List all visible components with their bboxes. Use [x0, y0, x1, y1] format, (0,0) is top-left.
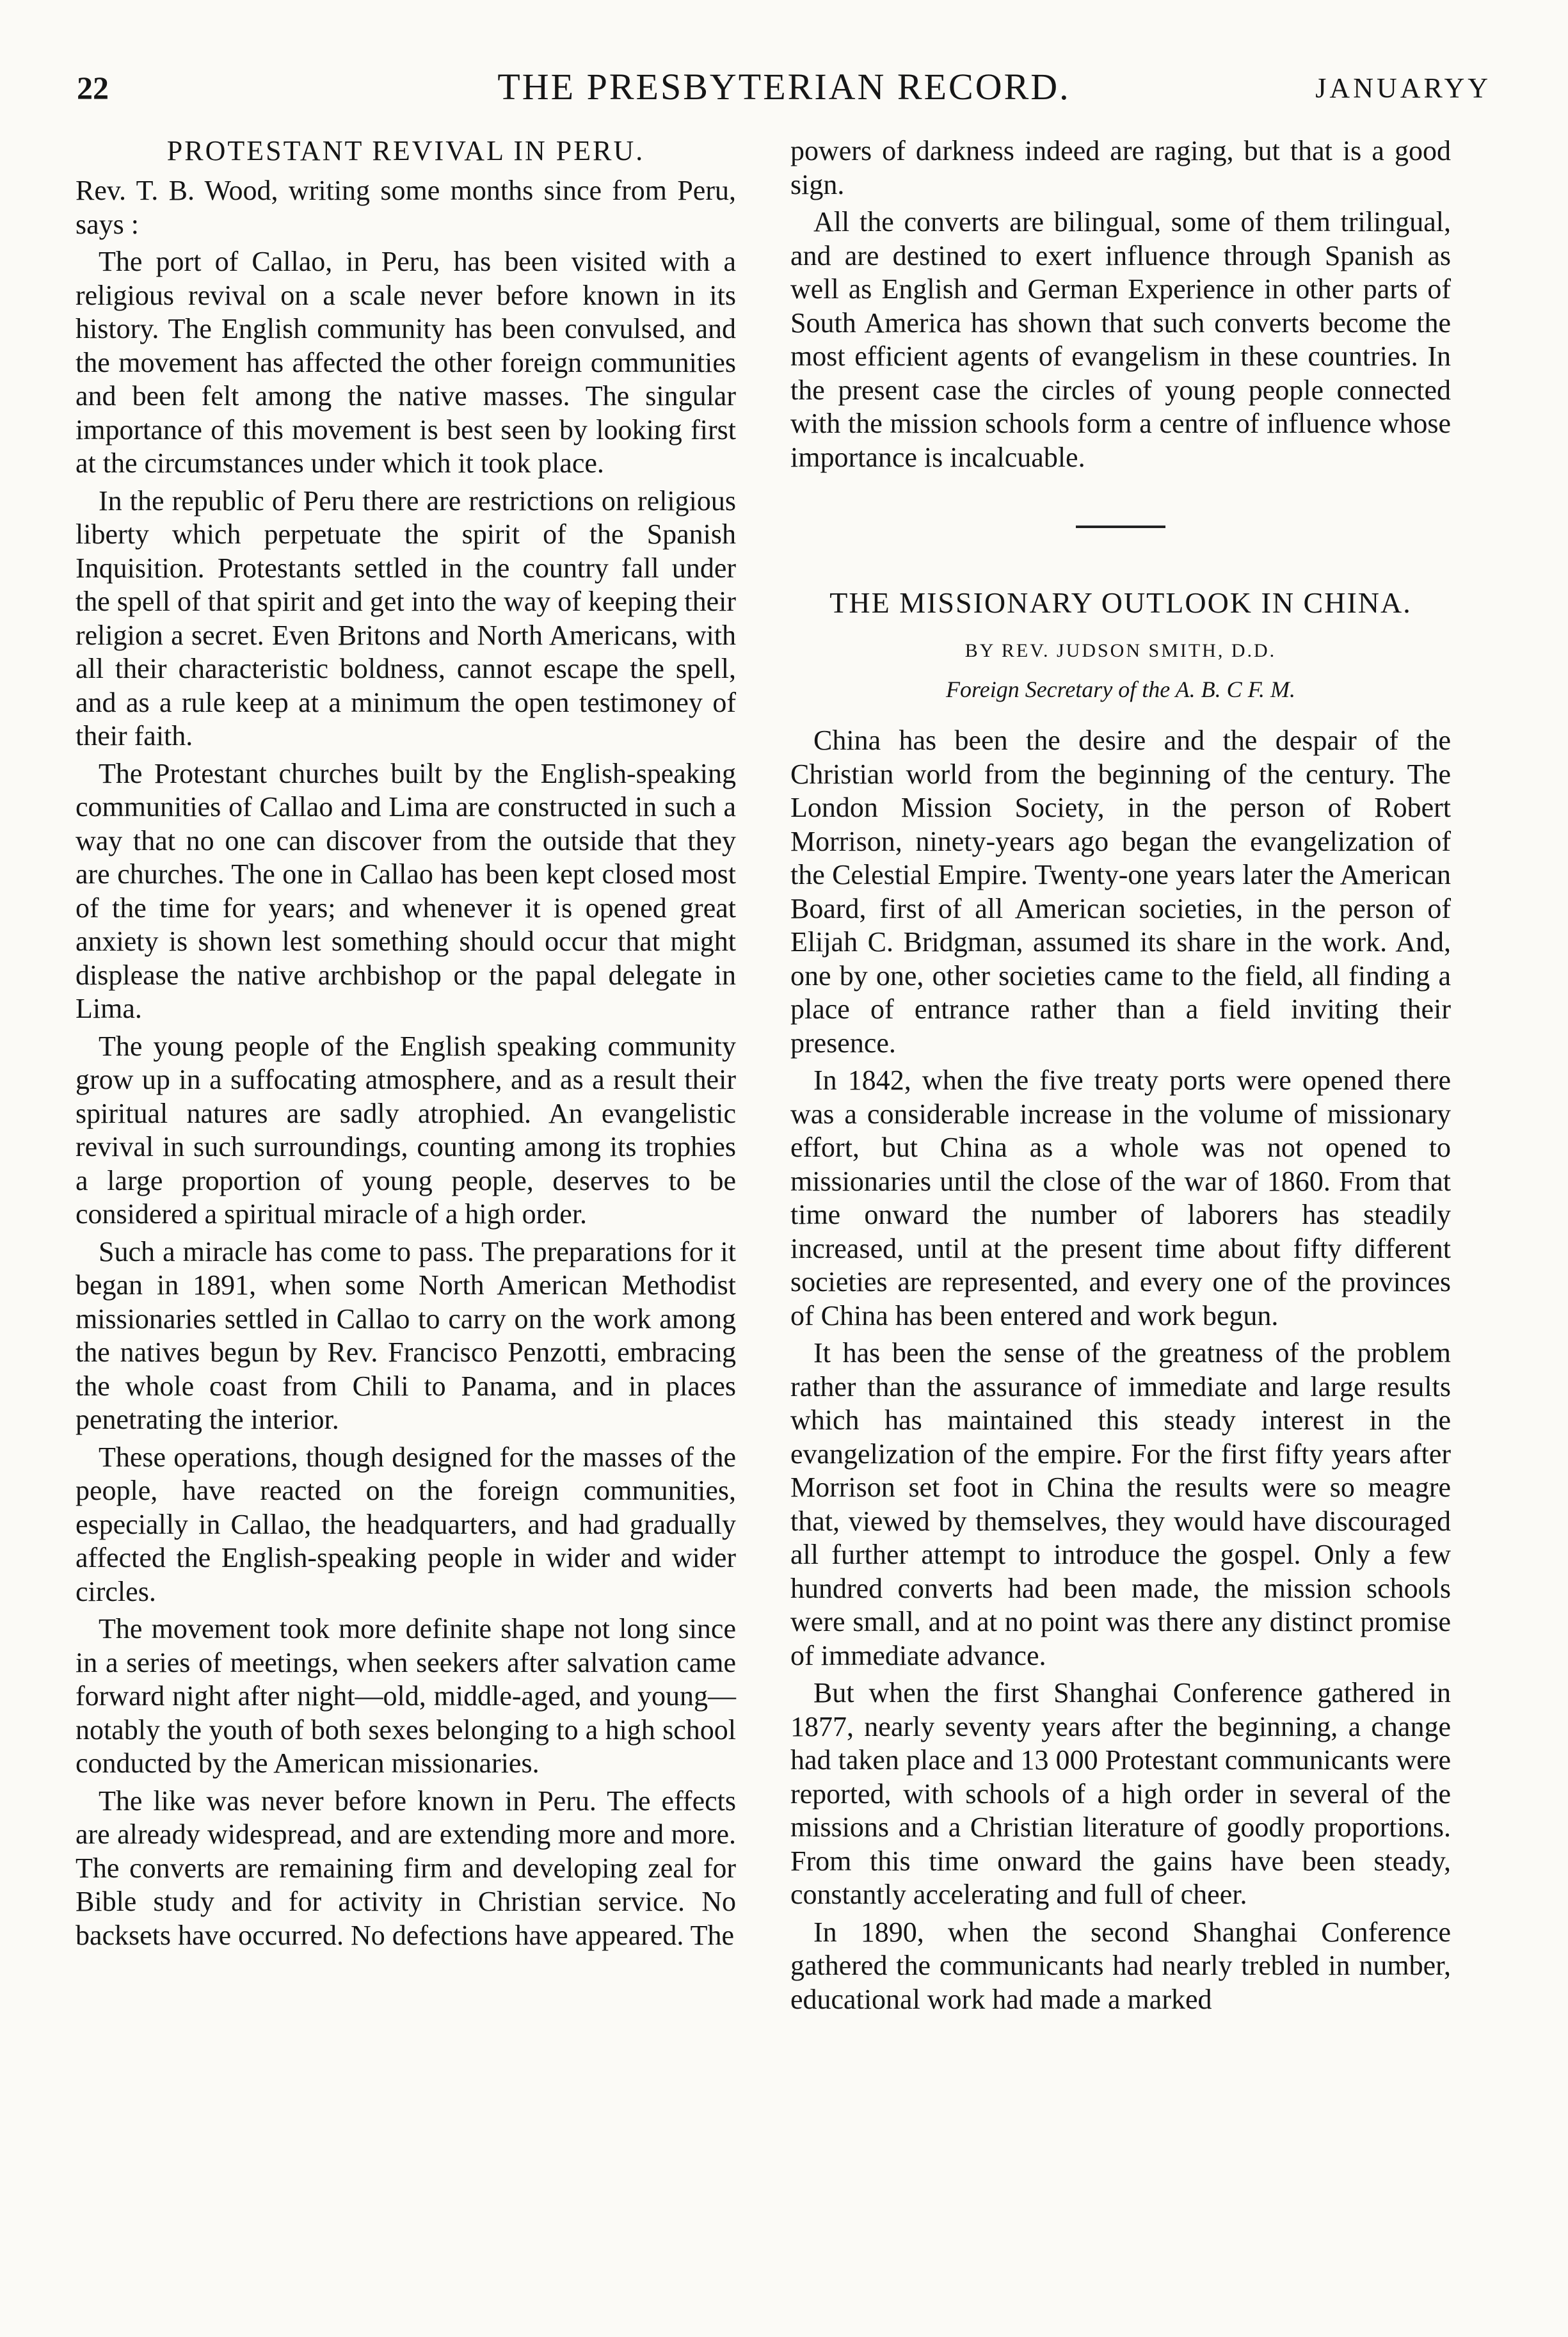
paragraph: The Protestant churches built by the English-speaking communities of Callao and Lima are constructed in such a way that no one can discover from the outside that they are churches. The one in Callao has been kept closed most of the time for years; and whenever it is opened great anxiety is shown lest something should occur that might displease the native archbishop or the papal delegate in Lima.: [76, 757, 736, 1024]
paragraph: These operations, though designed for the masses of the people, have reacted on the foreign communities, especially in Callao, the headquarters, and had gradually affected the English-speaking people in wider and wider circles.: [76, 1441, 736, 1607]
page-header: [77, 66, 1491, 120]
paragraph: The young people of the English speaking community grow up in a suffocating atmosphere, and as a result their spiritual natures are sadly atrophied. An evangelistic revival in such surroundings, counting among its trophies a large proportion of young people, deserves to be considered a spiritual miracle of a high order.: [76, 1030, 736, 1230]
paragraph-continued: powers of darkness indeed are raging, but that is a good sign.: [790, 135, 1451, 200]
paragraph: In 1890, when the second Shanghai Conference gathered the communicants had nearly trebled in number, educational work had made a marked: [790, 1916, 1451, 2015]
article-title-china: THE MISSIONARY OUTLOOK IN CHINA.: [829, 586, 1412, 619]
page-number: 22: [77, 70, 109, 106]
paragraph: China has been the desire and the despair of the Christian world from the beginning of the century. The London Mission Society, in the person of Robert Morrison, ninety-years ago began the evangelization of the Celestial Empire. Twenty-one years later the American Board, first of all American societies, in the person of Elijah C. Bridgman, assumed its share in the work. And, one by one, other societies came to the field, all finding a place of entrance rather than a field inviting their presence.: [790, 725, 1451, 1059]
paragraph: The port of Callao, in Peru, has been visited with a religious revival on a scale never before known in its history. The English community has been convulsed, and the movement has affected the other foreign communities and been felt among the native masses. The singular importance of this movement is best seen by looking first at the circumstances under which it took place.: [76, 246, 736, 479]
right-column: [790, 134, 1451, 2020]
paragraph: But when the first Shanghai Conference gathered in 1877, nearly seventy years after the beginning, a change had taken place and 13 000 Protestant communicants were reported, with schools of a high order in several of the missions and a Christian literature of goodly proportions. From this time onward the gains have been steady, constantly accelerating and full of cheer.: [790, 1677, 1451, 1910]
paragraph: All the converts are bilingual, some of them trilingual, and are destined to exert influence through Spanish as well as English and German Experience in other parts of South America has shown that such converts become the most efficient agents of evangelism in these countries. In the present case the circles of young people connected with the mission schools form a centre of influence whose importance is incalcuable.: [790, 206, 1451, 473]
paragraph: In the republic of Peru there are restrictions on religious liberty which perpetuate the spirit of the Spanish Inquisition. Protestants settled in the country fall under the spell of that spirit and get into the way of keeping their religion a secret. Even Britons and North Americans, with all their characteristic boldness, cannot escape the spell, and as a rule keep at a minimum the open testimoney of their faith.: [76, 485, 736, 751]
issue-month: JANUARYY: [1315, 72, 1491, 104]
section-divider: [1076, 526, 1165, 528]
author-byline: BY REV. JUDSON SMITH, D.D.: [964, 640, 1277, 661]
paragraph: The like was never before known in Peru. The effects are already widespread, and are extending more and more. The converts are remaining firm and developing zeal for Bible study and for activity in Christian service. No backsets have occurred. No defections have appeared. The: [76, 1785, 736, 1951]
paragraph: The movement took more definite shape not long since in a series of meetings, when seekers after salvation came forward night after night—old, middle-aged, and young—notably the youth of both sexes belonging to a high school conducted by the American missionaries.: [76, 1613, 736, 1779]
article-title-peru: PROTESTANT REVIVAL IN PERU.: [166, 135, 645, 166]
author-position: Foreign Secretary of the A. B. C F. M.: [946, 677, 1295, 702]
left-column: [76, 134, 736, 1956]
paragraph: In 1842, when the five treaty ports were opened there was a considerable increase in the volume of missionary effort, but China as a whole was not opened to missionaries until the close of the war of 1860. From that time onward the number of laborers has steadily increased, until at the present time about fifty different societies are represented, and every one of the provinces of China has been entered and work begun.: [790, 1064, 1451, 1331]
paragraph: Such a miracle has come to pass. The preparations for it began in 1891, when some North American Methodist missionaries settled in Callao to carry on the work among the natives begun by Rev. Francisco Penzotti, embracing the whole coast from Chili to Panama, and in places penetrating the interior.: [76, 1235, 736, 1435]
paragraph: It has been the sense of the greatness of the problem rather than the assurance of immediate and large results which has maintained this steady interest in the evangelization of the empire. For the first fifty years after Morrison set foot in China the results were so meagre that, viewed by themselves, they would have discouraged all further attempt to introduce the gospel. Only a few hundred converts had been made, the mission schools were small, and at no point was there any distinct promise of immediate advance.: [790, 1337, 1451, 1671]
paragraph: Rev. T. B. Wood, writing some months since from Peru, says :: [76, 175, 736, 240]
journal-title: THE PRESBYTERIAN RECORD.: [497, 66, 1071, 108]
